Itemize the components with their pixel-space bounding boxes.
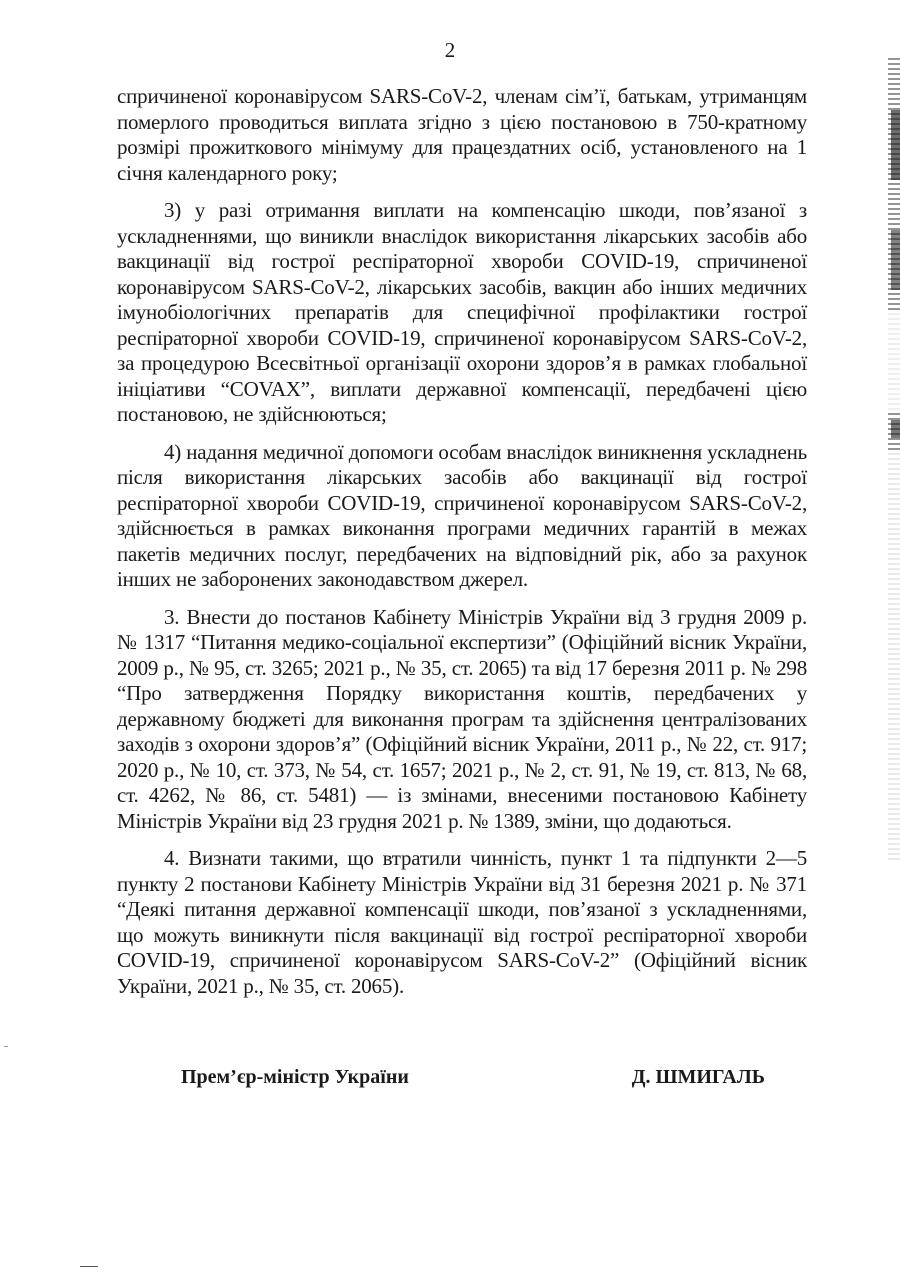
signatory-position: Прем’єр-міністр України	[181, 1066, 409, 1088]
paragraph-subitem-4: 4) надання медичної допомоги особам внаслідок виникнення ускладнень після використання лікарських засобів або вакцинації від гострої респіраторної хвороби COVID-19, спричиненої коронавірусом SARS-CoV-2, здійснюється в рамках виконання програми медичних гарантій в межах пакетів медичних послуг, передбачених на відповідний рік, або за рахунок інших не заборонених законодавством джерел.	[117, 439, 807, 591]
scan-artifact-band	[891, 420, 900, 438]
scan-margin-mark	[4, 1046, 8, 1047]
document-body	[117, 84, 807, 1011]
paragraph-subitem-3: 3) у разі отримання виплати на компенсацію шкоди, пов’язаної з ускладненнями, що виникли внаслідок використання лікарських засобів або вакцинації від гострої респіраторної хвороби COVID-19, спричиненої коронавірусом SARS-CoV-2, лікарських засобів, вакцин або інших медичних імунобіологічних препаратів для специфічної профілактики гострої респіраторної хвороби COVID-19, спричиненої коронавірусом SARS-CoV-2, за процедурою Всесвітньої організації охорони здоров’я в рамках глобальної ініціативи “COVAX”, виплати державної компенсації, передбачені цією постановою, не здійснюються;	[117, 198, 807, 426]
scan-artifact-band	[891, 230, 900, 290]
scan-artifact-band	[891, 110, 900, 180]
page-number: 2	[444, 38, 456, 62]
scan-corner-mark	[80, 1266, 98, 1267]
scan-artifact-mask	[888, 450, 900, 860]
scan-artifact-mask	[888, 310, 900, 410]
signatory-name: Д. ШМИГАЛЬ	[631, 1066, 765, 1088]
paragraph-continuation: спричиненої коронавірусом SARS-CoV-2, членам сім’ї, батькам, утриманцям померлого проводиться виплата згідно з цією постановою в 750-кратному розмірі прожиткового мінімуму для працездатних осіб, установленого на 1 січня календарного року;	[117, 84, 807, 185]
paragraph-item-4: 4. Визнати такими, що втратили чинність, пункт 1 та підпункти 2—5 пункту 2 постанови Кабінету Міністрів України від 31 березня 2021 р. № 371 “Деякі питання державної компенсації шкоди, пов’язаної з ускладненнями, що можуть виникнути після вакцинації від гострої респіраторної хвороби COVID-19, спричиненої коронавірусом SARS-CoV-2” (Офіційний вісник України, 2021 р., № 35, ст. 2065).	[117, 846, 807, 998]
paragraph-item-3: 3. Внести до постанов Кабінету Міністрів України від 3 грудня 2009 р. № 1317 “Питання медико-соціальної експертизи” (Офіційний вісник України, 2009 р., № 95, ст. 3265; 2021 р., № 35, ст. 2065) та від 17 березня 2011 р. № 298 “Про затвердження Порядку використання коштів, передбачених у державному бюджеті для виконання програм та здійснення централізованих заходів з охорони здоров’я” (Офіційний вісник України, 2011 р., № 22, ст. 917; 2020 р., № 10, ст. 373, № 54, ст. 1657; 2021 р., № 2, ст. 91, № 19, ст. 813, № 68, ст. 4262, № 86, ст. 5481) — із змінами, внесеними постановою Кабінету Міністрів України від 23 грудня 2021 р. № 1389, зміни, що додаються.	[117, 604, 807, 833]
scan-artifact-mask	[888, 0, 900, 55]
signature-block	[181, 1066, 765, 1089]
